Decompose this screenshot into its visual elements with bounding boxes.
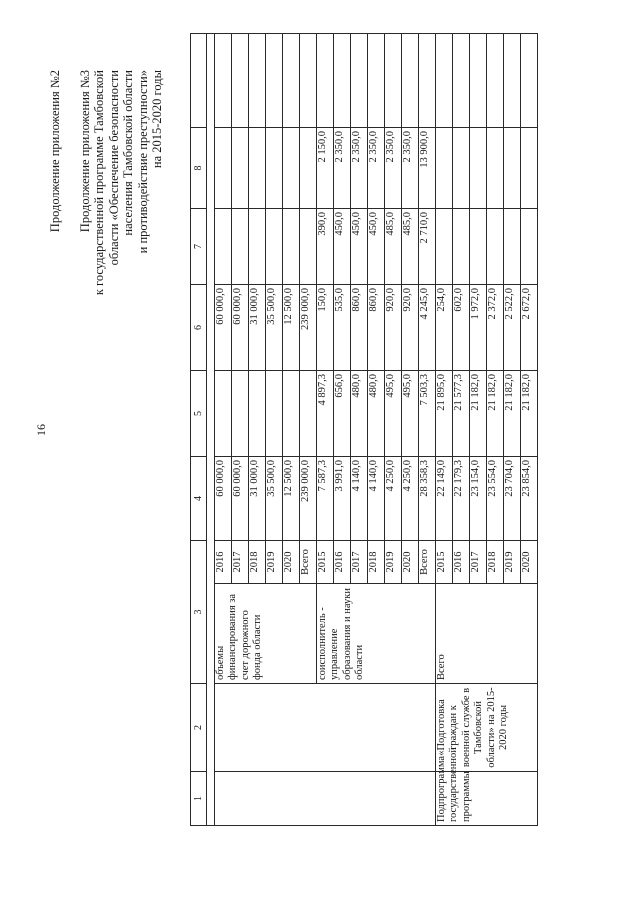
value-cell: [249, 128, 266, 209]
year-cell: 2019: [266, 541, 283, 584]
year-cell: 2020: [402, 541, 419, 584]
value-cell: 21 577,3: [453, 371, 470, 457]
year-cell: Всего: [419, 541, 436, 584]
empty-cell: [368, 34, 385, 128]
value-cell: 254,0: [436, 285, 453, 371]
header-line: к государственной программе Тамбовской: [92, 70, 107, 296]
page-number: 16: [34, 424, 48, 436]
empty-cell: [232, 34, 249, 128]
header-line: Продолжение приложения №3: [78, 70, 92, 233]
empty-cell: [521, 34, 538, 128]
value-cell: 60 000,0: [215, 285, 232, 371]
empty-cell: [487, 34, 504, 128]
empty-cell: [283, 34, 300, 128]
value-cell: 60 000,0: [232, 285, 249, 371]
value-cell: 860,0: [368, 285, 385, 371]
value-cell: [266, 128, 283, 209]
value-cell: 495,0: [402, 371, 419, 457]
value-cell: 23 554,0: [487, 457, 504, 541]
empty-cell: [215, 34, 232, 128]
program-header: [78, 70, 164, 390]
empty-cell: [402, 34, 419, 128]
value-cell: 22 149,0: [436, 457, 453, 541]
value-cell: 4 250,0: [385, 457, 402, 541]
empty-cell: [215, 684, 436, 772]
year-cell: 2016: [453, 541, 470, 584]
empty-cell: [317, 34, 334, 128]
value-cell: [300, 128, 317, 209]
spacer-row: [207, 34, 215, 826]
value-cell: [283, 209, 300, 285]
header-line: на 2015-2020 годы: [150, 70, 165, 169]
value-cell: [283, 128, 300, 209]
empty-cell: [504, 34, 521, 128]
year-cell: 2018: [368, 541, 385, 584]
value-cell: [300, 371, 317, 457]
value-cell: [266, 371, 283, 457]
value-cell: [453, 128, 470, 209]
year-cell: 2017: [351, 541, 368, 584]
value-cell: 7 587,3: [317, 457, 334, 541]
value-cell: [470, 209, 487, 285]
value-cell: 21 182,0: [487, 371, 504, 457]
year-cell: 2019: [385, 541, 402, 584]
year-cell: Всего: [300, 541, 317, 584]
column-number-cell: 2: [191, 684, 207, 772]
header-line: населения Тамбовской области: [121, 70, 136, 236]
value-cell: 13 900,0: [419, 128, 436, 209]
value-cell: [232, 209, 249, 285]
value-cell: 4 245,0: [419, 285, 436, 371]
value-cell: 21 895,0: [436, 371, 453, 457]
value-cell: 4 140,0: [351, 457, 368, 541]
empty-cell: [300, 34, 317, 128]
total-label: Всего: [436, 584, 538, 684]
value-cell: 4 897,3: [317, 371, 334, 457]
column-number-cell: 4: [191, 457, 207, 541]
value-cell: 28 358,3: [419, 457, 436, 541]
value-cell: 60 000,0: [215, 457, 232, 541]
year-cell: 2020: [521, 541, 538, 584]
value-cell: 2 350,0: [368, 128, 385, 209]
value-cell: 2 350,0: [334, 128, 351, 209]
value-cell: [436, 128, 453, 209]
empty-cell: [351, 34, 368, 128]
value-cell: [487, 128, 504, 209]
year-cell: 2018: [249, 541, 266, 584]
value-cell: 2 350,0: [351, 128, 368, 209]
value-cell: [521, 209, 538, 285]
value-cell: [487, 209, 504, 285]
value-cell: 390,0: [317, 209, 334, 285]
value-cell: 2 150,0: [317, 128, 334, 209]
year-cell: 2016: [215, 541, 232, 584]
value-cell: [232, 371, 249, 457]
value-cell: 860,0: [351, 285, 368, 371]
empty-cell: [215, 772, 436, 826]
value-cell: 21 182,0: [504, 371, 521, 457]
value-cell: 450,0: [368, 209, 385, 285]
value-cell: 4 250,0: [402, 457, 419, 541]
value-cell: [453, 209, 470, 285]
coexecutor-label: соисполнитель - управление образования и науки области: [317, 584, 436, 684]
value-cell: 60 000,0: [232, 457, 249, 541]
value-cell: 450,0: [351, 209, 368, 285]
header-line: и противодействие преступности»: [135, 70, 150, 254]
value-cell: 480,0: [368, 371, 385, 457]
year-cell: 2015: [436, 541, 453, 584]
value-cell: 2 350,0: [385, 128, 402, 209]
value-cell: 3 991,0: [334, 457, 351, 541]
year-cell: 2017: [470, 541, 487, 584]
value-cell: 23 154,0: [470, 457, 487, 541]
subprogram-type-label: Подпрограмма государственной программы: [436, 772, 538, 826]
year-cell: 2017: [232, 541, 249, 584]
value-cell: [436, 209, 453, 285]
value-cell: 920,0: [385, 285, 402, 371]
empty-cell: [191, 34, 207, 128]
column-number-cell: 6: [191, 285, 207, 371]
year-cell: 2015: [317, 541, 334, 584]
column-number-cell: 7: [191, 209, 207, 285]
empty-cell: [249, 34, 266, 128]
value-cell: 239 000,0: [300, 457, 317, 541]
value-cell: 22 179,3: [453, 457, 470, 541]
year-cell: 2019: [504, 541, 521, 584]
value-cell: 920,0: [402, 285, 419, 371]
value-cell: 450,0: [334, 209, 351, 285]
value-cell: [504, 128, 521, 209]
appendix-continuation-label: Продолжение приложения №2: [48, 70, 62, 233]
value-cell: 2 372,0: [487, 285, 504, 371]
value-cell: [470, 128, 487, 209]
table-row: [436, 34, 453, 826]
empty-cell: [453, 34, 470, 128]
value-cell: 12 500,0: [283, 457, 300, 541]
year-cell: 2020: [283, 541, 300, 584]
value-cell: 535,0: [334, 285, 351, 371]
value-cell: 23 854,0: [521, 457, 538, 541]
value-cell: 1 972,0: [470, 285, 487, 371]
value-cell: 35 500,0: [266, 457, 283, 541]
value-cell: 485,0: [402, 209, 419, 285]
value-cell: 656,0: [334, 371, 351, 457]
value-cell: 23 704,0: [504, 457, 521, 541]
value-cell: 480,0: [351, 371, 368, 457]
value-cell: 602,0: [453, 285, 470, 371]
column-number-row: [191, 34, 207, 826]
empty-cell: [436, 34, 453, 128]
year-cell: 2018: [487, 541, 504, 584]
value-cell: [232, 128, 249, 209]
value-cell: 21 182,0: [521, 371, 538, 457]
table-row: [215, 34, 232, 826]
empty-cell: [334, 34, 351, 128]
value-cell: [283, 371, 300, 457]
subprogram-name-label: «Подготовка граждан к военной службе в Тамбовской области» на 2015-2020 годы: [436, 684, 538, 772]
column-number-cell: 3: [191, 541, 207, 684]
empty-cell: [419, 34, 436, 128]
empty-cell: [266, 34, 283, 128]
value-cell: 2 710,0: [419, 209, 436, 285]
funding-source-label: объемы финансирования за счет дорожного фонда области: [215, 584, 317, 684]
value-cell: 2 522,0: [504, 285, 521, 371]
value-cell: 4 140,0: [368, 457, 385, 541]
value-cell: 31 000,0: [249, 285, 266, 371]
value-cell: 485,0: [385, 209, 402, 285]
value-cell: [249, 209, 266, 285]
year-cell: 2016: [334, 541, 351, 584]
financing-table: [190, 33, 538, 826]
value-cell: 12 500,0: [283, 285, 300, 371]
value-cell: 31 000,0: [249, 457, 266, 541]
value-cell: 495,0: [385, 371, 402, 457]
value-cell: 239 000,0: [300, 285, 317, 371]
column-number-cell: 1: [191, 772, 207, 826]
value-cell: 35 500,0: [266, 285, 283, 371]
value-cell: 21 182,0: [470, 371, 487, 457]
value-cell: [521, 128, 538, 209]
value-cell: [249, 371, 266, 457]
value-cell: [504, 209, 521, 285]
column-number-cell: 8: [191, 128, 207, 209]
value-cell: 2 350,0: [402, 128, 419, 209]
value-cell: [215, 209, 232, 285]
value-cell: [266, 209, 283, 285]
value-cell: [215, 371, 232, 457]
empty-cell: [385, 34, 402, 128]
value-cell: [215, 128, 232, 209]
value-cell: [300, 209, 317, 285]
empty-cell: [470, 34, 487, 128]
column-number-cell: 5: [191, 371, 207, 457]
value-cell: 2 672,0: [521, 285, 538, 371]
value-cell: 150,0: [317, 285, 334, 371]
header-line: области «Обеспечение безопасности: [106, 70, 121, 266]
value-cell: 7 503,3: [419, 371, 436, 457]
